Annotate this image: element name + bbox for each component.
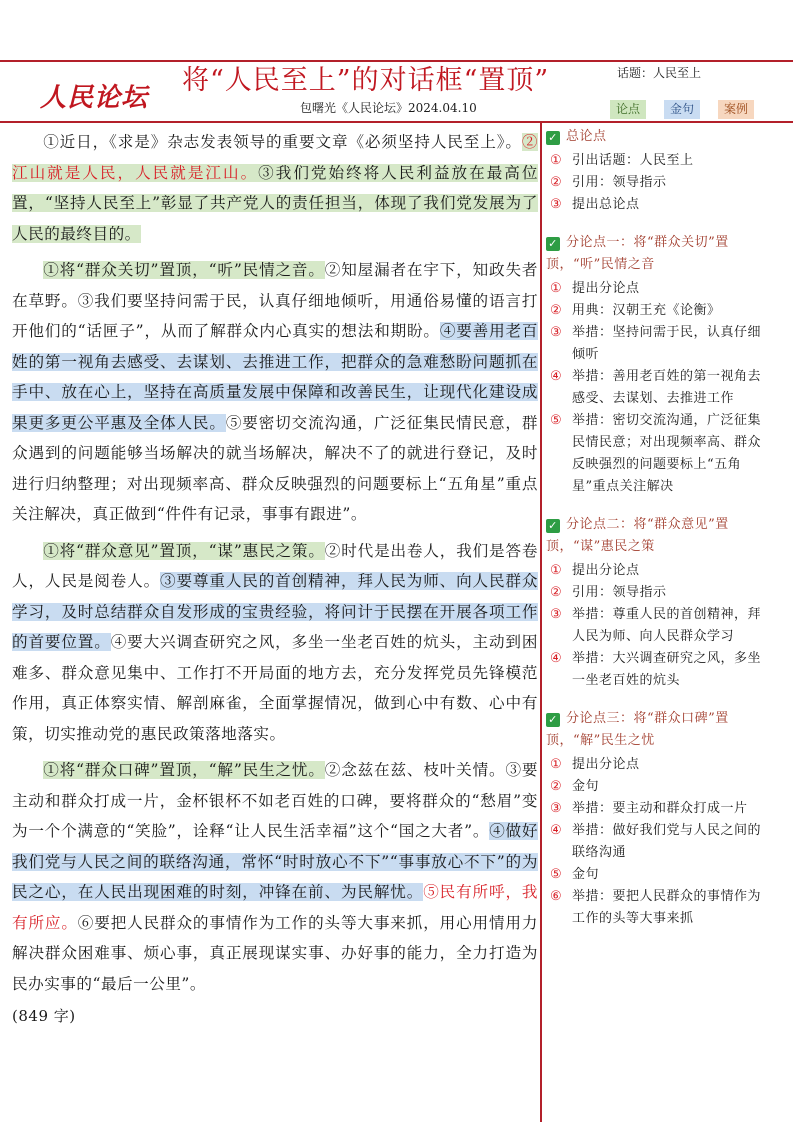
tag-lundian: 论点 [610,100,646,119]
outline-item: ④ 举措：做好我们党与人民之间的联络沟通 [550,823,762,860]
sentence-highlight-blue: ④要善用老百姓的第一视角去感受、去谋划、去推进工作，把群众的急难愁盼问题抓在手中、放在心上，坚持在高质量发展中保障和改善民生，让现代化建设成果更多更公平惠及全体人民。 [12,322,538,432]
sentence: ②念兹在兹、枝叶关情。 [324,761,506,779]
outline-section-point-2 [546,514,762,692]
column-divider [540,121,542,1122]
page-title: 将“人民至上”的对话框“置顶” [182,65,550,96]
outline-section-thesis [546,126,762,216]
outline-item: ① 提出分论点 [550,281,640,296]
article-body [12,127,538,1026]
topic-label: 话题：人民至上 [617,66,702,80]
paragraph-intro [12,127,538,249]
outline-item: ② 金句 [550,779,600,794]
section-heading: 分论点一：将“群众关切”置顶，“听”民情之音 [546,235,729,272]
section-heading: 分论点三：将“群众口碑”置顶，“解”民生之忧 [546,711,729,748]
sentence-highlight-green: ①将“群众意见”置顶，“谋”惠民之策。 [43,541,325,560]
sentence-highlight-blue: ④做好我们党与人民之间的联络沟通，常怀“时时放心不下”“事事放心不下”的为民之心，在人民出现困难的时刻，冲锋在前、为民解忧。 [12,822,538,901]
outline-item: ③ 提出总论点 [550,197,640,212]
outline-sidebar [546,126,762,946]
tag-jinju: 金句 [664,100,700,119]
outline-item: ⑤ 举措：密切交流沟通，广泛征集民情民意；对出现频率高、群众反映强烈的问题要标上“五角星”重点关注解决 [550,413,762,494]
sentence: ②时代是出卷人，我们是答卷人，人民是阅卷人。 [12,541,538,590]
section-heading: 分论点二：将“群众意见”置顶，“谋”惠民之策 [546,517,729,554]
sentence: ③我们要坚持问需于民，认真仔细地倾听，用通俗易懂的语言打开他们的“话匣子”，从而了解群众内心真实的想法和期盼。 [12,291,538,340]
outline-item: ② 用典：汉朝王充《论衡》 [550,303,721,318]
outline-item: ③ 举措：要主动和群众打成一片 [550,801,748,816]
checkbox-checked-icon: ✓ [546,519,560,533]
outline-item: ② 引用：领导指示 [550,175,667,190]
paragraph-point-2 [12,536,538,750]
outline-item: ⑥ 举措：要把人民群众的事情作为工作的头等大事来抓 [550,889,762,926]
sentence-highlight-blue: ③要尊重人民的首创精神，拜人民为师、向人民群众学习，及时总结群众自发形成的宝贵经验，将问计于民摆在开展各项工作的首要位置。 [12,572,538,651]
outline-item: ④ 举措：大兴调查研究之风，多坐一坐老百姓的炕头 [550,651,762,688]
sentence-red: ⑤民有所呼，我有所应。 [12,883,538,932]
sentence-highlight-green: ②江山就是人民，人民就是江山。 [12,133,538,182]
sentence-highlight-green: ③我们党始终将人民利益放在最高位置，“坚持人民至上”彰显了共产党人的责任担当，体现了我们党发展为了人民的最终目的。 [12,163,538,243]
paragraph-point-3 [12,755,538,999]
checkbox-checked-icon: ✓ [546,131,560,145]
outline-section-point-3 [546,708,762,930]
sentence-highlight-green: ①将“群众关切”置顶，“听”民情之音。 [43,261,325,279]
outline-item: ② 引用：领导指示 [550,585,667,600]
sentence: ②知屋漏者在宇下，知政失者在草野。 [12,261,538,310]
checkbox-checked-icon: ✓ [546,713,560,727]
outline-item: ① 提出分论点 [550,563,640,578]
outline-item: ① 提出分论点 [550,757,640,772]
sentence: ①近日，《求是》杂志发表领导的重要文章《必须坚持人民至上》。 [43,133,522,151]
paragraph-point-1 [12,255,538,530]
section-heading: 总论点 [566,129,607,144]
tag-anli: 案例 [718,100,754,119]
sentence: ③要主动和群众打成一片，金杯银杯不如老百姓的口碑，要将群众的“愁眉”变为一个个满意的“笑脸”，诠释“让人民生活幸福”这个“国之大者”。 [12,761,538,840]
outline-item: ④ 举措：善用老百姓的第一视角去感受、去谋划、去推进工作 [550,369,762,406]
checkbox-checked-icon: ✓ [546,237,560,251]
logo: 人民论坛 [40,83,149,113]
outline-item: ① 引出话题：人民至上 [550,153,694,168]
header-bottom-rule [0,121,793,123]
byline: 包曙光《人民论坛》2024.04.10 [300,101,477,115]
sentence: ⑤要密切交流沟通，广泛征集民情民意，群众遇到的问题能够当场解决的就当场解决，解决不了的就进行登记，及时进行归纳整理；对出现频率高、群众反映强烈的问题要标上“五角星”重点关注解决，真正做到“件件有记录，事事有跟进”。 [12,413,538,523]
sentence: ④要大兴调查研究之风，多坐一坐老百姓的炕头，主动到困难多、群众意见集中、工作打不开局面的地方去，充分发挥党员先锋模范作用，真正体察实情、解剖麻雀，全面掌握情况，做到心中有数、心中有策，切实推动党的惠民政策落地落实。 [12,633,538,743]
outline-item: ③ 举措：尊重人民的首创精神，拜人民为师、向人民群众学习 [550,607,762,644]
sentence-highlight-green: ①将“群众口碑”置顶，“解”民生之忧。 [43,761,325,779]
sentence: ⑥要把人民群众的事情作为工作的头等大事来抓，用心用情用力解决群众困难事、烦心事，真正展现谋实事、办好事的能力，全力打造为民办实事的“最后一公里”。 [12,913,538,993]
outline-section-point-1 [546,232,762,498]
outline-item: ③ 举措：坚持问需于民，认真仔细倾听 [550,325,762,362]
outline-item: ⑤ 金句 [550,867,600,882]
word-count: (849 字) [12,1007,76,1025]
